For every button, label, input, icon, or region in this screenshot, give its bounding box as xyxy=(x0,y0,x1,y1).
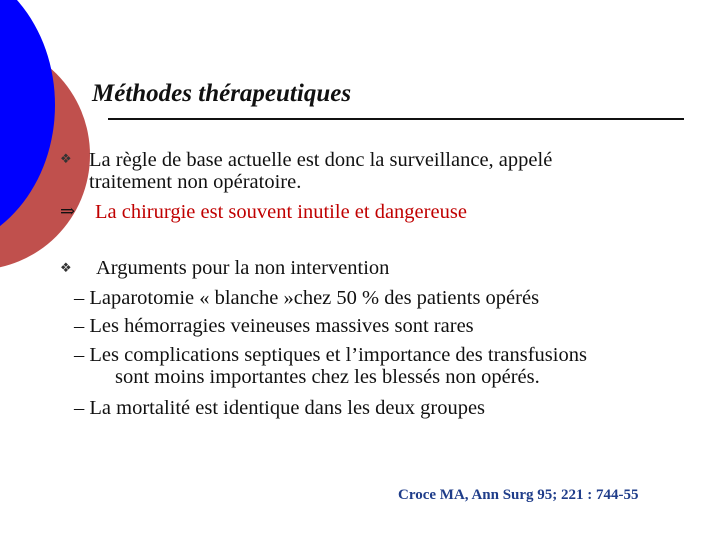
diamond-bullet-icon: ❖ xyxy=(60,151,72,166)
title-underline xyxy=(108,118,684,120)
diamond-bullet-icon: ❖ xyxy=(60,260,72,275)
point2-item-1: – Laparotomie « blanche »chez 50 % des patients opérés xyxy=(74,287,540,309)
point1-line1: La règle de base actuelle est donc la surveillance, appelé xyxy=(89,149,553,171)
implies-arrow-icon: ⇒ xyxy=(60,201,76,221)
slide-title: Méthodes thérapeutiques xyxy=(92,80,352,107)
point2-item-3: – Les complications septiques et l’importance des transfusions xyxy=(74,344,587,366)
point2-item-4: – La mortalité est identique dans les deux groupes xyxy=(74,397,486,419)
conclusion-text: La chirurgie est souvent inutile et dangereuse xyxy=(95,201,467,223)
point2-item-3-cont: sont moins importantes chez les blessés non opérés. xyxy=(115,366,540,388)
point2-heading: Arguments pour la non intervention xyxy=(96,257,390,279)
point2-item-2: – Les hémorragies veineuses massives sont rares xyxy=(74,315,474,337)
citation-reference: Croce MA, Ann Surg 95; 221 : 744-55 xyxy=(398,487,639,503)
point1-line2: traitement non opératoire. xyxy=(89,171,302,193)
